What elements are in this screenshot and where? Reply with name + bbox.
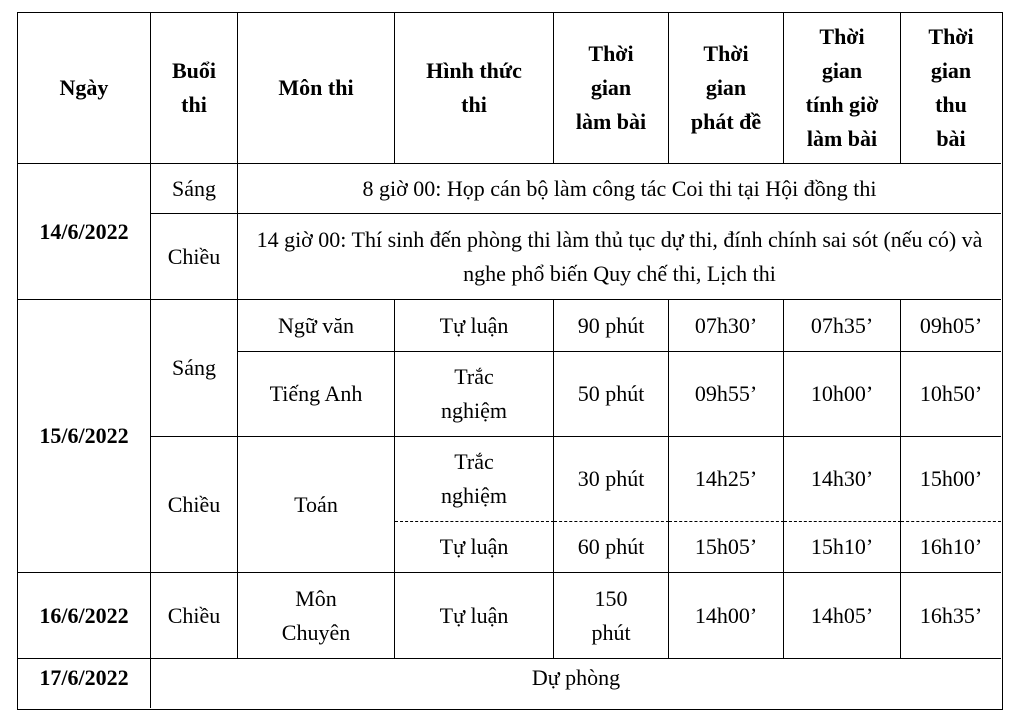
session-cell: Chiều bbox=[151, 573, 238, 659]
header-session: Buổi thi bbox=[151, 13, 238, 164]
collect-time-cell: 16h10’ bbox=[901, 522, 1001, 573]
start-time-cell: 07h35’ bbox=[784, 300, 901, 352]
collect-time-cell: 16h35’ bbox=[901, 573, 1001, 659]
duration-cell: 50 phút bbox=[554, 352, 669, 437]
header-duration: Thời gian làm bài bbox=[554, 13, 669, 164]
duration-cell: 30 phút bbox=[554, 437, 669, 522]
collect-time-cell: 09h05’ bbox=[901, 300, 1001, 352]
date-cell: 15/6/2022 bbox=[18, 300, 151, 573]
note-cell: 14 giờ 00: Thí sinh đến phòng thi làm thủ tục dự thi, đính chính sai sót (nếu có) và nghe phổ biến Quy chế thi, Lịch thi bbox=[238, 214, 1001, 300]
distribute-time-cell: 14h00’ bbox=[669, 573, 784, 659]
collect-time-cell: 15h00’ bbox=[901, 437, 1001, 522]
header-start: Thời gian tính giờ làm bài bbox=[784, 13, 901, 164]
start-time-cell: 10h00’ bbox=[784, 352, 901, 437]
session-cell: Chiều bbox=[151, 437, 238, 573]
start-time-cell: 15h10’ bbox=[784, 522, 901, 573]
format-cell: Tự luận bbox=[395, 300, 554, 352]
distribute-time-cell: 15h05’ bbox=[669, 522, 784, 573]
subject-cell: Toán bbox=[238, 437, 395, 573]
session-cell: Sáng bbox=[151, 164, 238, 214]
format-cell: Tự luận bbox=[395, 573, 554, 659]
subject-cell: Tiếng Anh bbox=[238, 352, 395, 437]
distribute-time-cell: 14h25’ bbox=[669, 437, 784, 522]
format-cell: Trắc nghiệm bbox=[395, 437, 554, 522]
duration-cell: 60 phút bbox=[554, 522, 669, 573]
date-cell: 14/6/2022 bbox=[18, 164, 151, 300]
duration-cell: 150 phút bbox=[554, 573, 669, 659]
reserve-note-cell: Dự phòng bbox=[531, 665, 621, 690]
header-collect: Thời gian thu bài bbox=[901, 13, 1001, 164]
duration-cell: 90 phút bbox=[554, 300, 669, 352]
session-cell: Chiều bbox=[151, 214, 238, 300]
header-date: Ngày bbox=[18, 13, 151, 164]
note-cell: 8 giờ 00: Họp cán bộ làm công tác Coi thi tại Hội đồng thi bbox=[238, 164, 1001, 214]
date-cell: 17/6/2022 bbox=[18, 659, 151, 708]
header-distribute: Thời gian phát đề bbox=[669, 13, 784, 164]
format-cell: Tự luận bbox=[395, 522, 554, 573]
date-cell: 16/6/2022 bbox=[18, 573, 151, 659]
start-time-cell: 14h30’ bbox=[784, 437, 901, 522]
collect-time-cell: 10h50’ bbox=[901, 352, 1001, 437]
distribute-time-cell: 07h30’ bbox=[669, 300, 784, 352]
header-format: Hình thức thi bbox=[395, 13, 554, 164]
header-subject: Môn thi bbox=[238, 13, 395, 164]
distribute-time-cell: 09h55’ bbox=[669, 352, 784, 437]
subject-cell: Ngữ văn bbox=[238, 300, 395, 352]
session-cell: Sáng bbox=[151, 300, 238, 437]
start-time-cell: 14h05’ bbox=[784, 573, 901, 659]
subject-cell: Môn Chuyên bbox=[238, 573, 395, 659]
exam-schedule-table bbox=[17, 12, 1003, 710]
format-cell: Trắc nghiệm bbox=[395, 352, 554, 437]
